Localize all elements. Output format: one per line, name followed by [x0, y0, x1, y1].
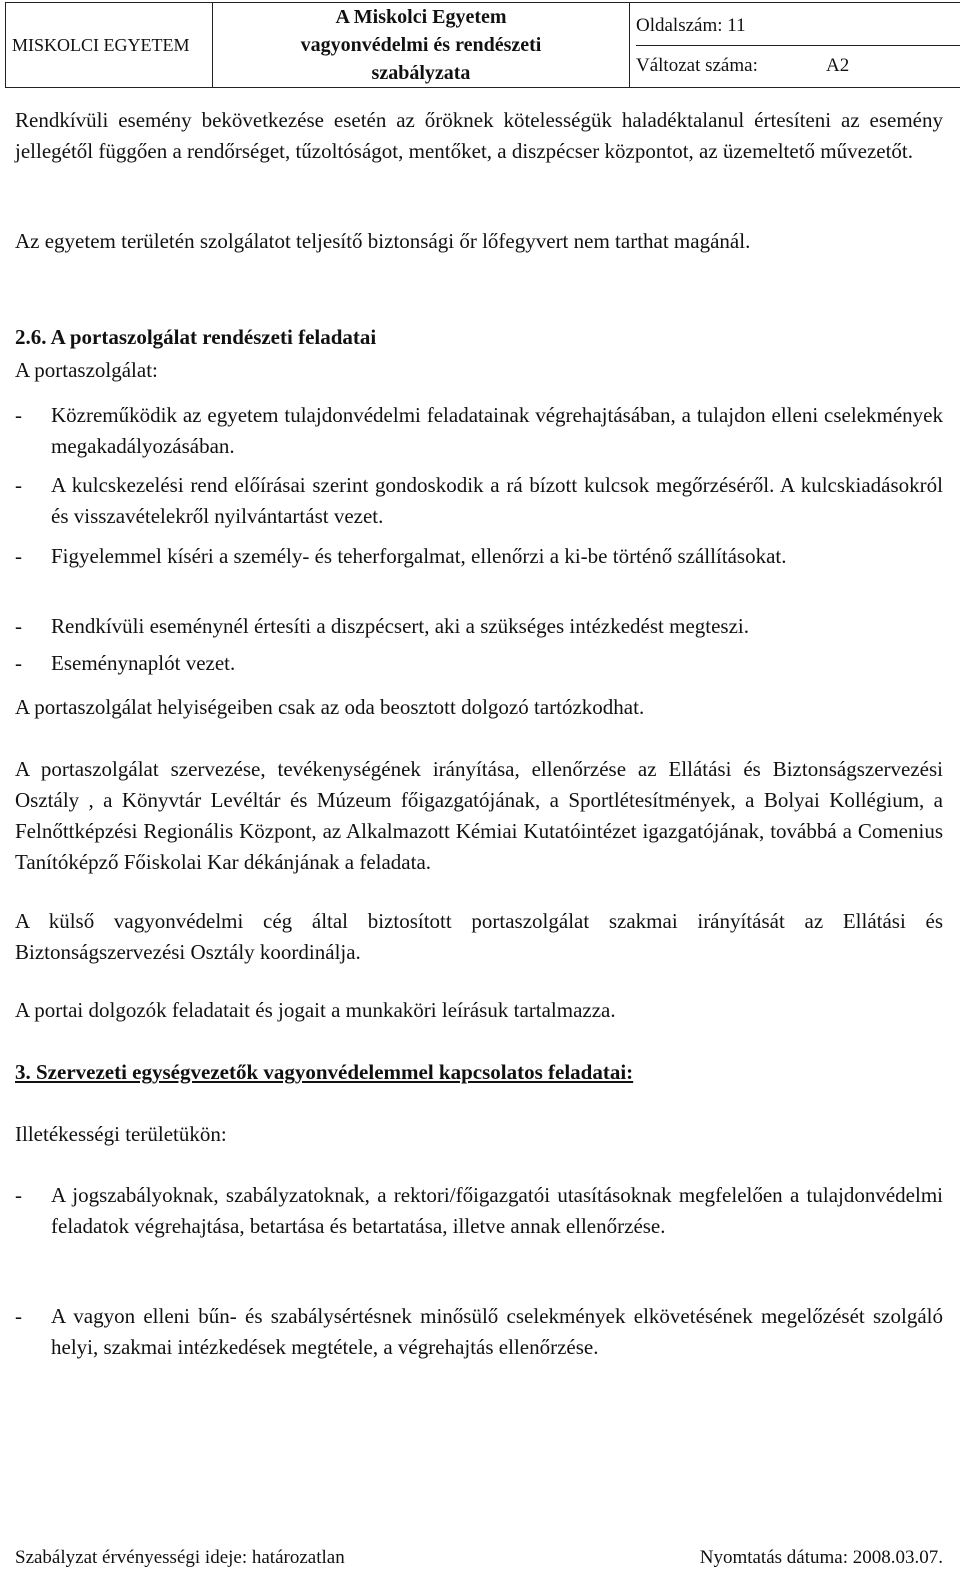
jurisdiction-label: Illetékességi területükön: — [15, 1122, 227, 1146]
paragraph-porta-duties: A portai dolgozók feladatait és jogait a munkaköri leírásuk tartalmazza. — [15, 998, 616, 1022]
list-item: - A kulcskezelési rend előírásai szerint gondoskodik a rá bízott kulcsok megőrzéséről. A kulcskiadásokról és visszavételekről nyilvántartást vezet. — [15, 470, 943, 532]
list-item-text: Figyelemmel kíséri a személy- és teherforgalmat, ellenőrzi a ki-be történő szállításokat. — [51, 544, 787, 568]
paragraph-organisation: A portaszolgálat szervezése, tevékenységének irányítása, ellenőrzése az Ellátási és Biztonságszervezési Osztály , a Könyvtár Levéltár és Múzeum főigazgatójának, a Sportlétesítmények, a Bolyai Kollégium, a Felnőttképzési Regionális Központ, az Alkalmazott Kémiai Kutatóintézet igazgatójának, továbbá a Comenius Tanítóképző Főiskolai Kar dékánjának a feladata. — [15, 757, 943, 874]
paragraph-external-company: A külső vagyonvédelmi cég által biztosított portaszolgálat szakmai irányítását az Ellátási és Biztonságszervezési Osztály koordinálja. — [15, 909, 943, 964]
list-item-text: Rendkívüli eseménynél értesíti a diszpécsert, aki a szükséges intézkedést megteszi. — [51, 614, 750, 638]
list-item: - A vagyon elleni bűn- és szabálysértésnek minősülő cselekmények elkövetésének megelőzését szolgáló helyi, szakmai intézkedések megtétele, a végrehajtás ellenőrzése. — [15, 1301, 943, 1363]
header-meta — [630, 3, 960, 88]
list-item: - Figyelemmel kíséri a személy- és teherforgalmat, ellenőrzi a ki-be történő szállításokat. — [15, 541, 943, 572]
list-item-text: Eseménynaplót vezet. — [51, 651, 236, 675]
paragraph-emergency: Rendkívüli esemény bekövetkezése esetén az őröknek kötelességük haladéktalanul értesíteni az esemény jellegétől függően a rendőrséget, tűzoltóságot, mentőket, a diszpécser központot, az üzemeltető művezetőt. — [15, 108, 943, 163]
validity-text: Szabályzat érvényességi ideje: határozatlan — [15, 1547, 345, 1568]
header-title-line1: A Miskolci Egyetem — [335, 6, 507, 28]
paragraph-firearm: Az egyetem területén szolgálatot teljesítő biztonsági őr lőfegyvert nem tarthat magánál. — [15, 229, 751, 253]
paragraph-porta-rooms: A portaszolgálat helyiségeiben csak az oda beosztott dolgozó tartózkodhat. — [15, 695, 645, 719]
section-heading-3: 3. Szervezeti egységvezetők vagyonvédelemmel kapcsolatos feladatai: — [15, 1060, 634, 1084]
document-header — [5, 2, 960, 88]
list-item-text: Közreműködik az egyetem tulajdonvédelmi feladatainak végrehajtásában, a tulajdon elleni cselekmények megakadályozásában. — [51, 403, 943, 458]
list-item-text: A kulcskezelési rend előírásai szerint gondoskodik a rá bízott kulcsok megőrzéséről. A kulcskiadásokról és visszavételekről nyilvántartást vezet. — [51, 473, 943, 528]
document-footer — [15, 1547, 943, 1569]
header-title — [213, 3, 630, 88]
porta-intro: A portaszolgálat: — [15, 358, 158, 382]
header-org: MISKOLCI EGYETEM — [6, 3, 213, 88]
version — [636, 46, 960, 85]
list-item-text: A jogszabályoknak, szabályzatoknak, a rektori/főigazgatói utasításoknak megfelelően a tulajdonvédelmi feladatok végrehajtása, betartása és betartatása, illetve annak ellenőrzése. — [51, 1183, 943, 1238]
list-item: - Eseménynaplót vezet. — [15, 648, 943, 679]
print-date: Nyomtatás dátuma: 2008.03.07. — [699, 1547, 943, 1568]
version-value: A2 — [826, 54, 850, 76]
header-title-line3: szabályzata — [371, 62, 471, 84]
header-title-line2: vagyonvédelmi és rendészeti — [300, 34, 542, 56]
page-number: Oldalszám: 11 — [636, 6, 960, 46]
list-item: - Rendkívüli eseménynél értesíti a diszpécsert, aki a szükséges intézkedést megteszi. — [15, 611, 943, 642]
section-heading-2-6: 2.6. A portaszolgálat rendészeti feladatai — [15, 325, 377, 349]
list-item-text: A vagyon elleni bűn- és szabálysértésnek minősülő cselekmények elkövetésének megelőzését szolgáló helyi, szakmai intézkedések megtétele, a végrehajtás ellenőrzése. — [51, 1304, 943, 1359]
list-item: - Közreműködik az egyetem tulajdonvédelmi feladatainak végrehajtásában, a tulajdon elleni cselekmények megakadályozásában. — [15, 400, 943, 462]
version-label: Változat száma: — [636, 54, 758, 76]
list-item: - A jogszabályoknak, szabályzatoknak, a rektori/főigazgatói utasításoknak megfelelően a tulajdonvédelmi feladatok végrehajtása, betartása és betartatása, illetve annak ellenőrzése. — [15, 1180, 943, 1242]
